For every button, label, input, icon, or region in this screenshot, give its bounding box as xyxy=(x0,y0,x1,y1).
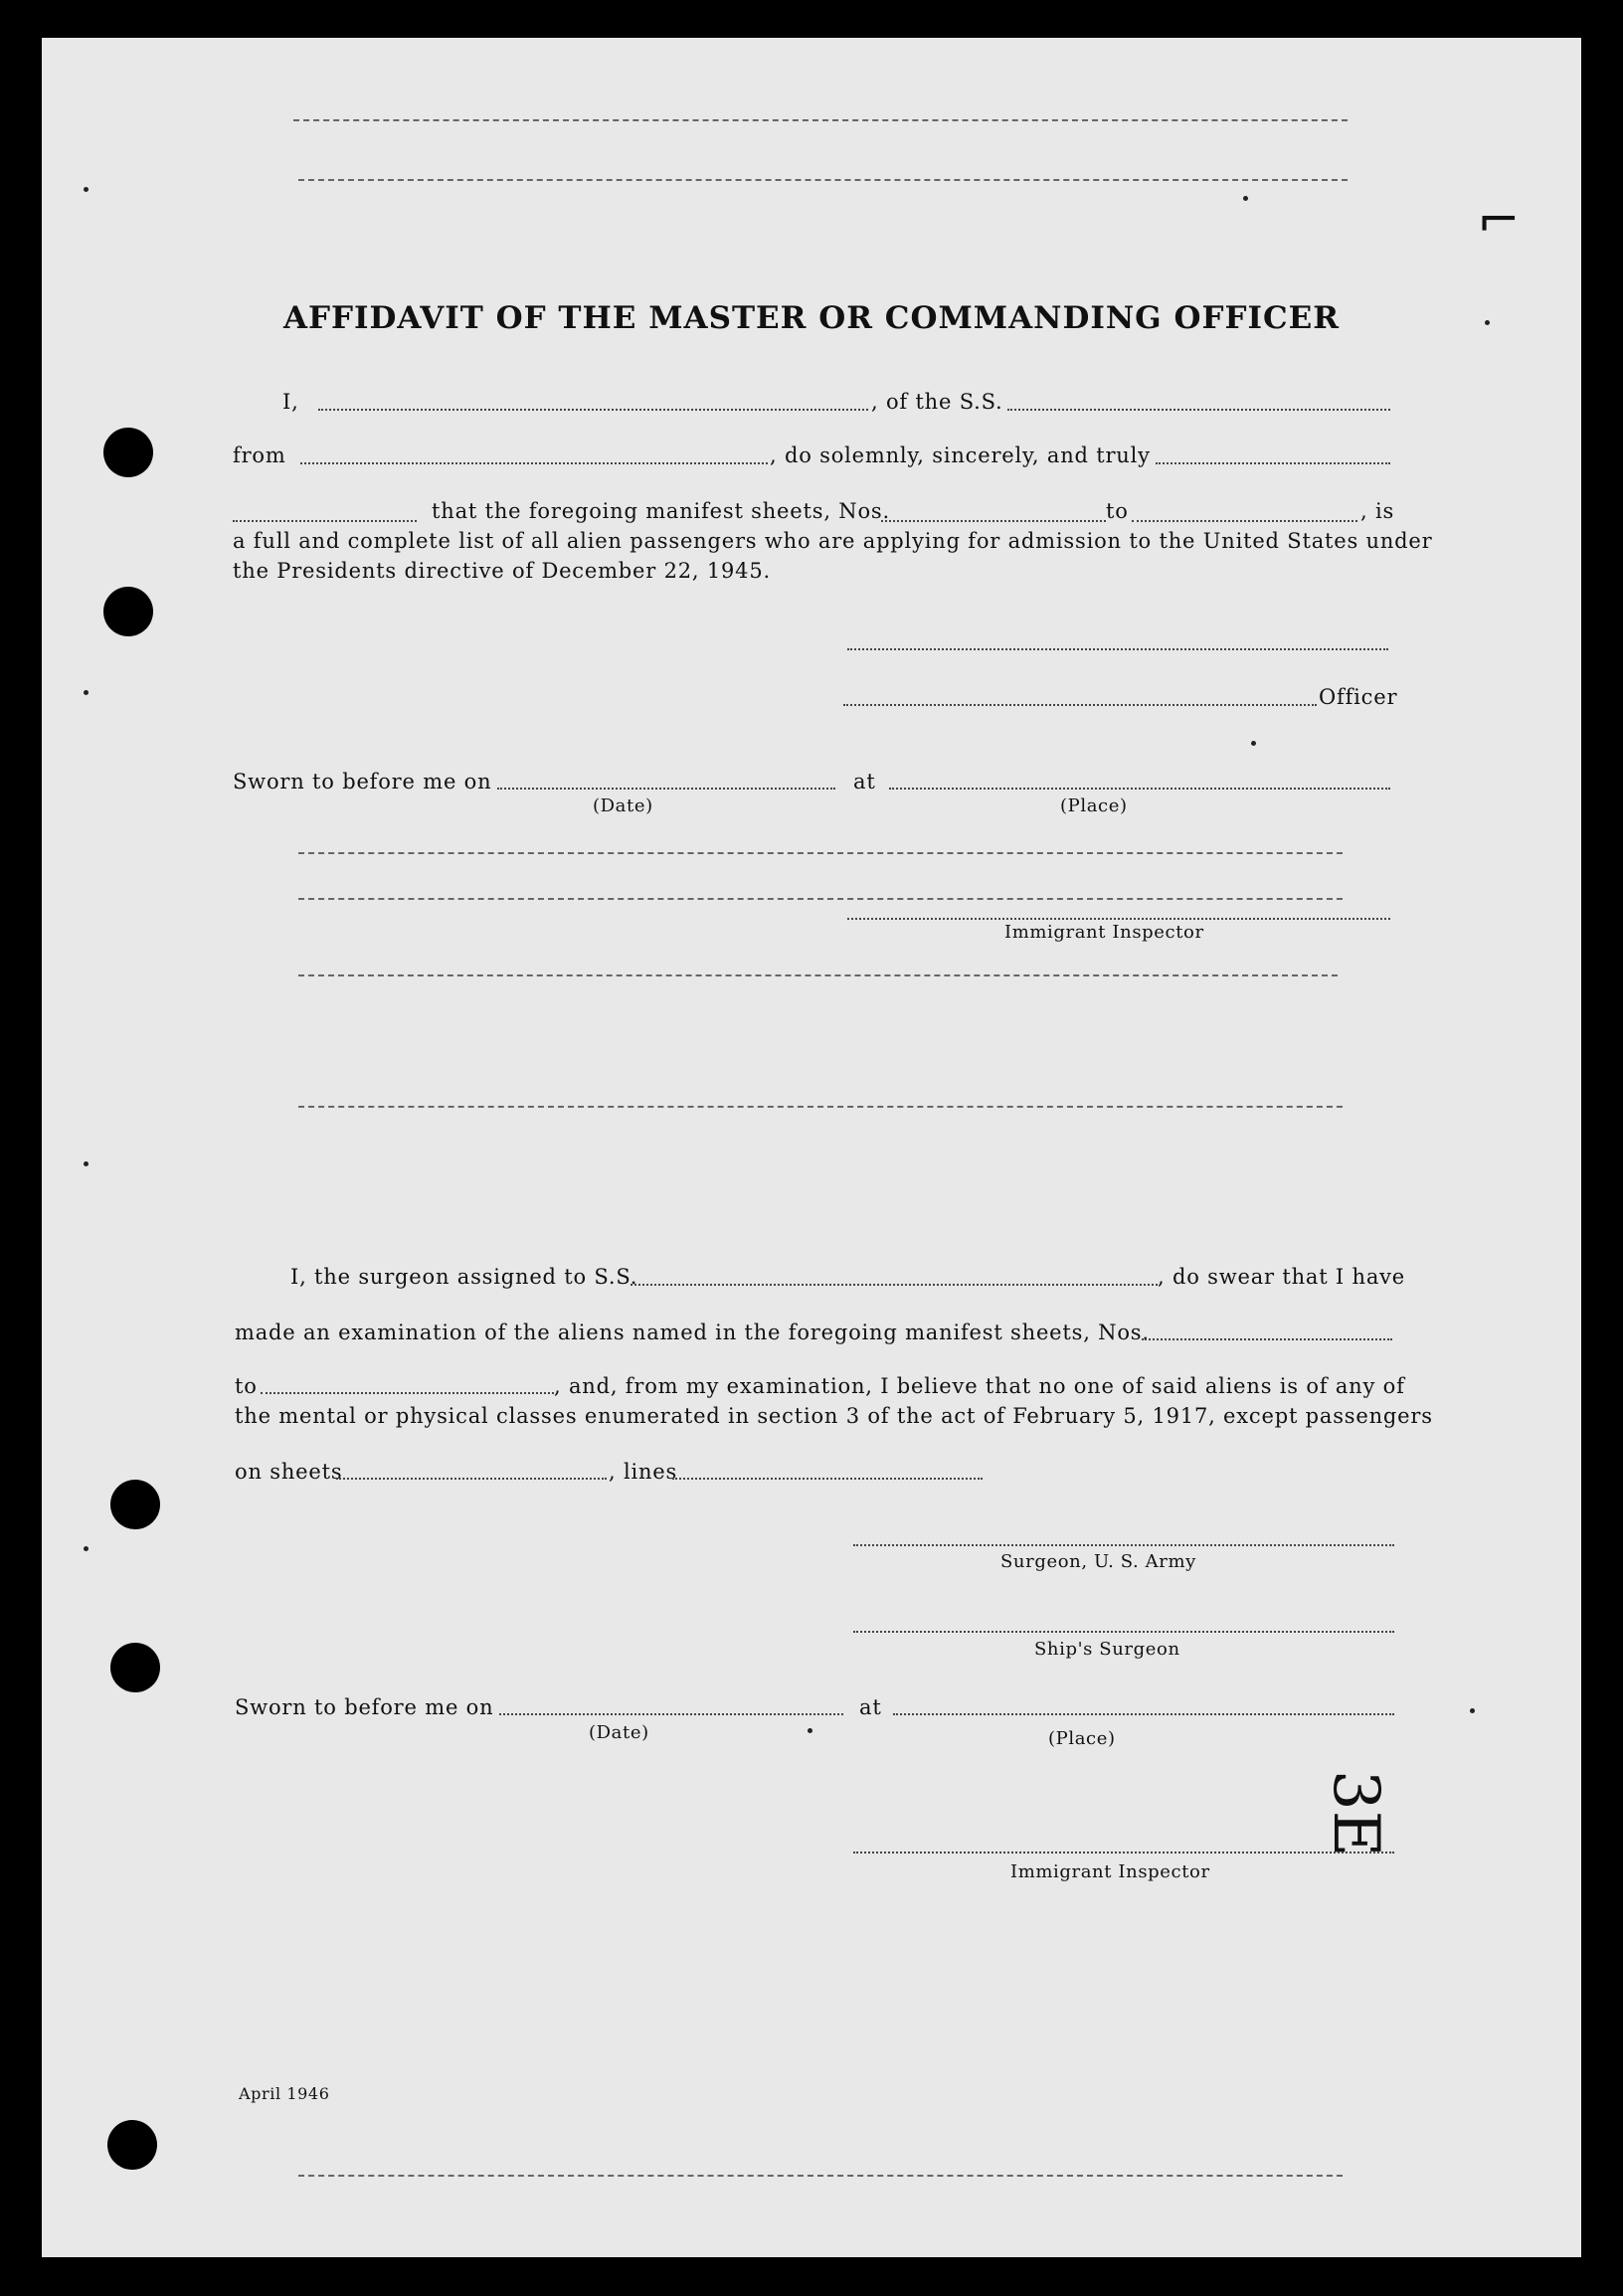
faint-rule xyxy=(293,119,1348,121)
form-sheet xyxy=(42,38,1581,2257)
surgeon-manifest-to-field[interactable] xyxy=(261,1392,554,1394)
label-is: , is xyxy=(1360,499,1395,523)
punch-hole xyxy=(110,1480,160,1529)
punch-hole xyxy=(110,1643,160,1692)
surgeon-statement-line: made an examination of the aliens named in the foregoing manifest sheets, Nos. xyxy=(235,1321,1150,1344)
place-caption: (Place) xyxy=(1048,1728,1116,1749)
army-surgeon-signature-line[interactable] xyxy=(853,1544,1394,1546)
lines-field[interactable] xyxy=(672,1478,983,1480)
sworn-place-field[interactable] xyxy=(889,788,1390,790)
faint-rule xyxy=(298,2175,1343,2177)
speck xyxy=(1251,741,1256,746)
speck xyxy=(84,1546,89,1551)
punch-hole xyxy=(103,428,153,477)
surgeon-label: I, the surgeon assigned to S.S. xyxy=(290,1265,638,1289)
surgeon-ship-field[interactable] xyxy=(631,1284,1158,1286)
label-of-ss: , of the S.S. xyxy=(871,390,1003,414)
sworn-at-label: at xyxy=(859,1695,882,1719)
manifest-to-field[interactable] xyxy=(1132,520,1357,522)
inspector-signature-line[interactable] xyxy=(853,1852,1394,1854)
officer-signature-line[interactable] xyxy=(847,648,1388,650)
label-on-sheets: on sheets xyxy=(235,1460,343,1484)
sworn-label: Sworn to before me on xyxy=(235,1695,494,1719)
from-port-field[interactable] xyxy=(300,462,768,464)
surgeon-statement-line: the mental or physical classes enumerated in section 3 of the act of February 5, 1917, except passengers xyxy=(235,1404,1433,1428)
surgeon-manifest-from-field[interactable] xyxy=(1142,1338,1392,1340)
sworn-date-field[interactable] xyxy=(497,788,835,790)
label-from: from xyxy=(233,443,286,467)
surgeon-sworn-place-field[interactable] xyxy=(893,1713,1394,1715)
label-manifest-nos: that the foregoing manifest sheets, Nos. xyxy=(432,499,890,523)
label-to: to xyxy=(235,1374,258,1398)
army-surgeon-label: Surgeon, U. S. Army xyxy=(1000,1551,1196,1572)
inspector-label: Immigrant Inspector xyxy=(1010,1861,1210,1882)
surgeon-statement-line: , and, from my examination, I believe that no one of said aliens is of any of xyxy=(554,1374,1405,1398)
inspector-signature-line[interactable] xyxy=(847,918,1390,920)
swear-label: , do swear that I have xyxy=(1158,1265,1406,1289)
place-caption: (Place) xyxy=(1060,795,1128,816)
faint-rule xyxy=(298,974,1338,976)
label-i: I, xyxy=(282,390,299,414)
date-caption: (Date) xyxy=(593,795,653,816)
form-date: April 1946 xyxy=(239,2084,330,2103)
speck xyxy=(1470,1708,1475,1713)
speck xyxy=(84,187,89,192)
speck xyxy=(808,1728,812,1733)
officer-signature-line[interactable] xyxy=(843,704,1317,706)
faint-rule xyxy=(298,179,1348,181)
speck xyxy=(84,690,89,695)
faint-rule xyxy=(298,852,1343,854)
ship-surgeon-label: Ship's Surgeon xyxy=(1034,1639,1180,1660)
surgeon-sworn-date-field[interactable] xyxy=(499,1713,843,1715)
inspector-label: Immigrant Inspector xyxy=(1004,922,1204,943)
label-lines: , lines xyxy=(609,1460,678,1484)
faint-rule xyxy=(298,898,1343,900)
label-solemnly: , do solemnly, sincerely, and truly xyxy=(770,443,1151,467)
manifest-from-field[interactable] xyxy=(881,520,1106,522)
master-statement-line: the Presidents directive of December 22, 1945. xyxy=(233,559,771,583)
handwritten-mark: ⌐ xyxy=(1477,191,1521,251)
sheets-field[interactable] xyxy=(336,1478,607,1480)
officer-label: Officer xyxy=(1319,685,1398,709)
master-name-field[interactable] xyxy=(318,409,868,411)
ship-name-field[interactable] xyxy=(1007,409,1390,411)
sworn-at-label: at xyxy=(853,770,876,794)
oath-continuation-field[interactable] xyxy=(233,520,417,522)
date-caption: (Date) xyxy=(589,1722,649,1743)
speck xyxy=(84,1161,89,1166)
speck xyxy=(1243,196,1248,201)
punch-hole xyxy=(107,2120,157,2170)
oath-field[interactable] xyxy=(1156,462,1390,464)
punch-hole xyxy=(103,587,153,636)
label-to: to xyxy=(1106,499,1129,523)
handwritten-signature-mark: 3E xyxy=(1319,1770,1392,1857)
page-title: AFFIDAVIT OF THE MASTER OR COMMANDING OFFICER xyxy=(282,300,1341,336)
faint-rule xyxy=(298,1106,1343,1108)
master-statement-line: a full and complete list of all alien passengers who are applying for admission to the United States under xyxy=(233,529,1433,553)
sworn-label: Sworn to before me on xyxy=(233,770,492,794)
ship-surgeon-signature-line[interactable] xyxy=(853,1631,1394,1633)
